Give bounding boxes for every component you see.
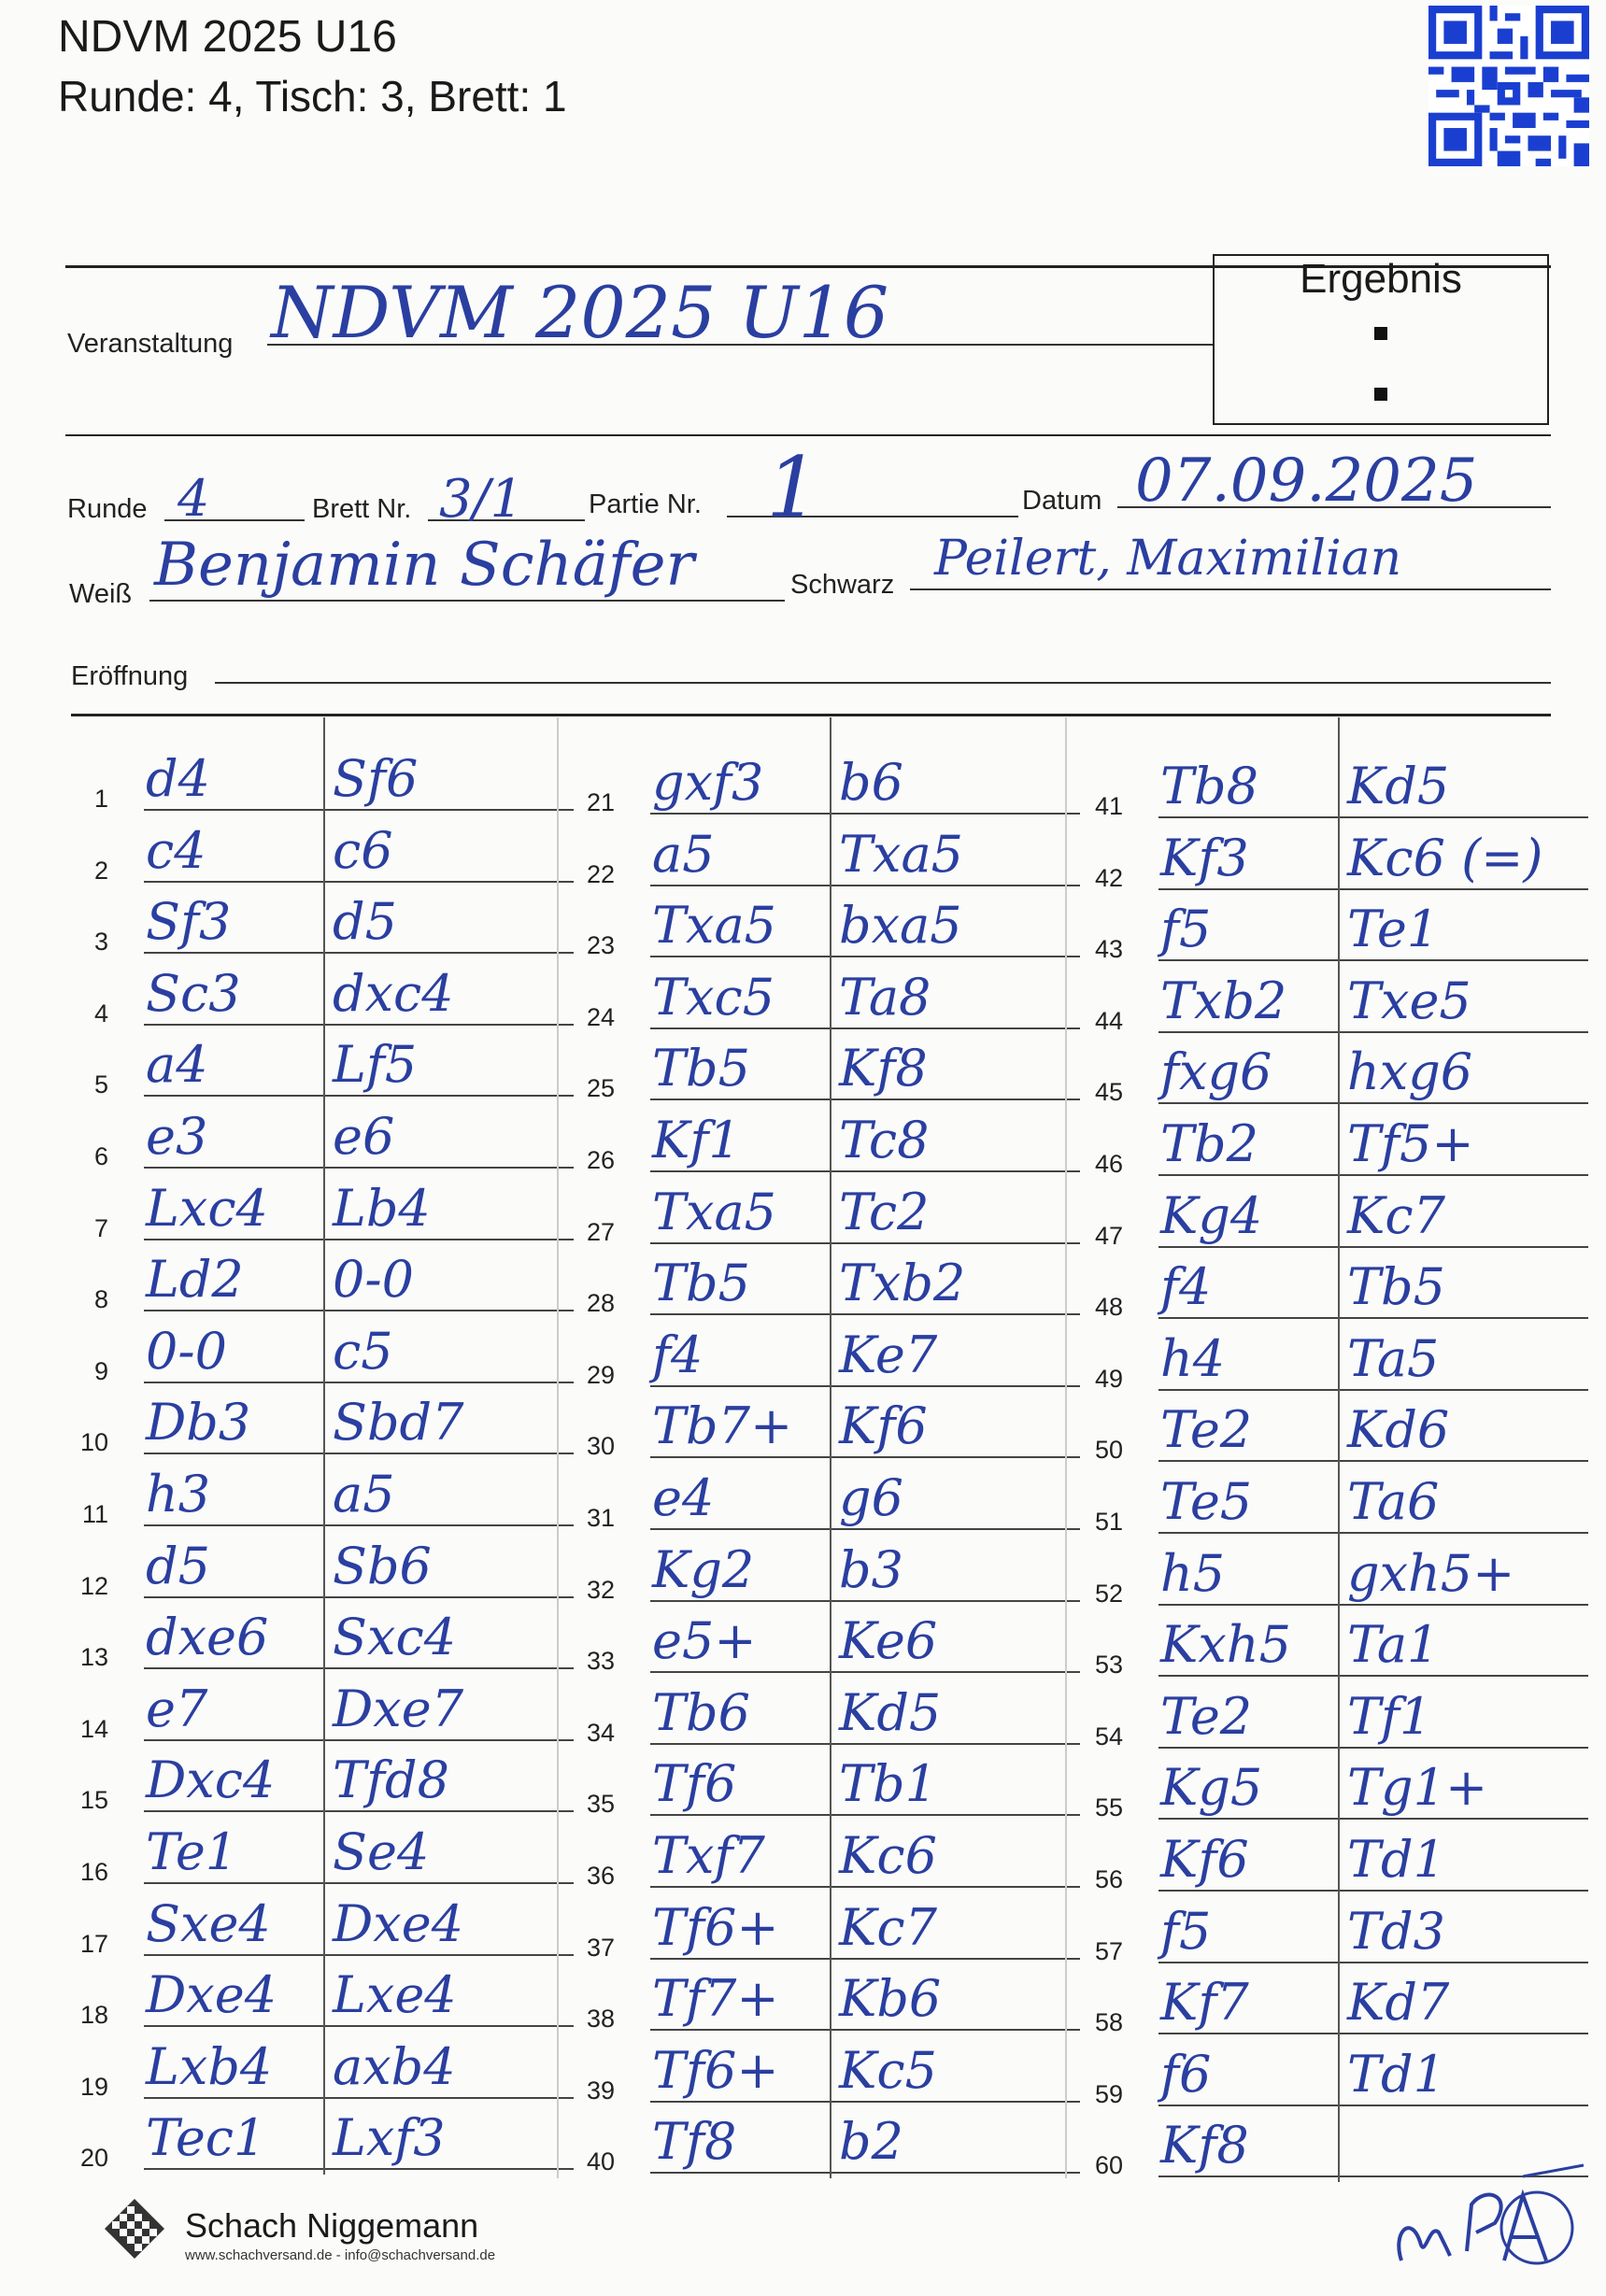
white-move: a5 xyxy=(652,824,715,884)
column-divider xyxy=(323,717,325,2175)
move-line xyxy=(144,809,574,811)
black-move: Lb4 xyxy=(333,1178,431,1238)
move-number: 4 xyxy=(93,999,108,1028)
white-move: Kxh5 xyxy=(1160,1615,1291,1675)
white-move: Kg5 xyxy=(1160,1758,1263,1818)
white-move: Ld2 xyxy=(146,1250,244,1310)
move-number: 24 xyxy=(586,1002,615,1031)
move-number: 29 xyxy=(586,1360,615,1389)
black-move: Tb5 xyxy=(1347,1257,1445,1317)
move-number: 16 xyxy=(79,1858,108,1886)
white-move: Kf7 xyxy=(1160,1973,1249,2033)
move-line xyxy=(1158,888,1588,890)
move-number: 47 xyxy=(1094,1221,1123,1250)
move-number: 43 xyxy=(1094,935,1123,964)
move-number: 21 xyxy=(586,788,615,816)
white-move: h3 xyxy=(146,1465,211,1524)
move-line xyxy=(144,1882,574,1884)
move-number: 31 xyxy=(586,1504,615,1532)
column-divider xyxy=(1338,717,1340,2182)
move-line xyxy=(144,2168,574,2170)
black-move: Dxe4 xyxy=(333,1893,464,1953)
white-move: e3 xyxy=(146,1107,208,1166)
move-line xyxy=(1158,1890,1588,1892)
move-line xyxy=(144,1596,574,1598)
move-line xyxy=(1158,1174,1588,1176)
move-number: 34 xyxy=(586,1718,615,1747)
white-move: Tf8 xyxy=(652,2112,737,2172)
move-line xyxy=(144,1667,574,1669)
black-move: Kb6 xyxy=(839,1969,942,2029)
move-line xyxy=(650,1528,1080,1530)
black-move: Lxe4 xyxy=(333,1965,457,2025)
move-line xyxy=(650,956,1080,957)
move-number: 50 xyxy=(1094,1436,1123,1465)
move-line xyxy=(1158,1675,1588,1677)
white-move: Txa5 xyxy=(652,1182,777,1241)
move-line xyxy=(650,1170,1080,1172)
moves-top-rule xyxy=(71,714,1551,716)
black-move: Dxe7 xyxy=(333,1679,464,1738)
move-number: 54 xyxy=(1094,1722,1123,1750)
white-move: f4 xyxy=(1160,1257,1212,1317)
move-line xyxy=(1158,1031,1588,1033)
white-move: Te1 xyxy=(146,1822,238,1881)
move-line xyxy=(650,1886,1080,1888)
black-move: b2 xyxy=(839,2112,903,2172)
white-move: Kf6 xyxy=(1160,1830,1249,1889)
black-move: Kd5 xyxy=(839,1682,942,1742)
black-line xyxy=(910,588,1551,590)
white-move: Tb2 xyxy=(1160,1114,1258,1173)
result-label: Ergebnis xyxy=(1300,256,1462,302)
black-move: Ta1 xyxy=(1347,1615,1440,1675)
white-move: Txc5 xyxy=(652,967,775,1027)
move-line xyxy=(1158,1747,1588,1749)
white-move: Tb5 xyxy=(652,1254,750,1313)
black-move: Lf5 xyxy=(333,1035,418,1095)
white-move: Tb5 xyxy=(652,1039,750,1098)
opening-label: Eröffnung xyxy=(71,661,189,691)
move-number: 32 xyxy=(586,1575,615,1604)
black-move: Tc2 xyxy=(839,1182,930,1241)
black-move: Kc6 xyxy=(839,1826,937,1885)
move-number: 39 xyxy=(586,2076,615,2105)
white-move: Tb6 xyxy=(652,1682,750,1742)
black-move: Sbd7 xyxy=(333,1393,464,1453)
white-label: Weiß xyxy=(69,579,133,609)
white-move: Kf8 xyxy=(1160,2116,1249,2176)
sheet-title: NDVM 2025 U16 xyxy=(58,12,397,62)
white-move: Te2 xyxy=(1160,1686,1253,1746)
black-move: Ta8 xyxy=(839,967,931,1027)
white-move: Te2 xyxy=(1160,1400,1253,1460)
move-number: 58 xyxy=(1094,2008,1123,2037)
move-number: 7 xyxy=(93,1213,108,1242)
black-move: Ta6 xyxy=(1347,1472,1440,1531)
black-move: Kc7 xyxy=(1347,1185,1445,1245)
black-move: Kc5 xyxy=(839,2040,937,2100)
move-line xyxy=(1158,1389,1588,1391)
board-label: Brett Nr. xyxy=(312,494,412,524)
move-number: 19 xyxy=(79,2072,108,2101)
black-move: 0-0 xyxy=(333,1250,414,1310)
move-line xyxy=(144,1167,574,1169)
move-number: 38 xyxy=(586,2005,615,2034)
white-move: Txa5 xyxy=(652,896,777,956)
white-move: gxf3 xyxy=(652,753,764,812)
white-move: f6 xyxy=(1160,2044,1212,2104)
move-number: 18 xyxy=(79,2001,108,2030)
move-number: 37 xyxy=(586,1933,615,1962)
black-move: Kd5 xyxy=(1347,757,1450,815)
move-number: 12 xyxy=(79,1571,108,1600)
move-number: 51 xyxy=(1094,1508,1123,1536)
move-number: 15 xyxy=(79,1786,108,1815)
move-number: 22 xyxy=(586,859,615,888)
move-line xyxy=(650,1385,1080,1387)
move-number: 10 xyxy=(79,1428,108,1457)
black-move: Tf5+ xyxy=(1347,1114,1474,1173)
game-label: Partie Nr. xyxy=(589,489,702,519)
white-move: Tb8 xyxy=(1160,757,1258,815)
move-number: 11 xyxy=(81,1500,108,1528)
white-move: Tf7+ xyxy=(652,1969,779,2029)
black-move: Kf6 xyxy=(839,1396,928,1456)
move-number: 40 xyxy=(586,2147,615,2176)
move-line xyxy=(650,1098,1080,1100)
sheet-subtitle: Runde: 4, Tisch: 3, Brett: 1 xyxy=(58,72,567,120)
black-move: bxa5 xyxy=(839,896,962,956)
move-line xyxy=(650,885,1080,886)
move-line xyxy=(650,2172,1080,2174)
move-line xyxy=(1158,1317,1588,1319)
black-move: Sxc4 xyxy=(333,1608,457,1667)
black-move: Tb1 xyxy=(839,1754,937,1814)
move-line xyxy=(650,1743,1080,1745)
black-move: Kc6 (=) xyxy=(1347,828,1543,887)
move-number: 55 xyxy=(1094,1793,1123,1822)
move-line xyxy=(144,1095,574,1097)
white-move: Tf6+ xyxy=(652,2040,779,2100)
white-move: Tf6 xyxy=(652,1754,737,1814)
move-line xyxy=(144,881,574,883)
move-line xyxy=(144,1310,574,1311)
white-move: Txb2 xyxy=(1160,971,1287,1030)
move-line xyxy=(650,1600,1080,1602)
white-move: c4 xyxy=(146,820,206,880)
chess-knight-logo-icon xyxy=(101,2195,168,2262)
result-dot-icon xyxy=(1374,327,1387,340)
black-move: hxg6 xyxy=(1347,1042,1473,1102)
move-line xyxy=(650,1242,1080,1244)
white-move: h5 xyxy=(1160,1543,1226,1603)
move-line xyxy=(650,2101,1080,2103)
move-number: 6 xyxy=(93,1142,108,1170)
move-number: 3 xyxy=(93,928,108,957)
move-number: 35 xyxy=(586,1790,615,1819)
white-move: Kg2 xyxy=(652,1539,755,1599)
move-line xyxy=(1158,1102,1588,1104)
white-move: e4 xyxy=(652,1468,715,1527)
move-line xyxy=(1158,1532,1588,1534)
move-line xyxy=(1158,1460,1588,1462)
move-line xyxy=(144,1810,574,1812)
move-number: 26 xyxy=(586,1146,615,1174)
move-line xyxy=(144,1382,574,1383)
move-number: 25 xyxy=(586,1074,615,1103)
white-move: e7 xyxy=(146,1679,208,1738)
move-line xyxy=(650,1456,1080,1458)
move-line xyxy=(650,1814,1080,1816)
move-number: 48 xyxy=(1094,1293,1123,1322)
move-number: 13 xyxy=(79,1643,108,1672)
move-number: 2 xyxy=(93,856,108,885)
white-move: Sf3 xyxy=(146,892,232,952)
board-value: 3/1 xyxy=(439,469,524,530)
black-move: Tg1+ xyxy=(1347,1758,1488,1818)
white-move: e5+ xyxy=(652,1611,757,1671)
move-line xyxy=(144,1024,574,1026)
black-move: Tc8 xyxy=(839,1111,930,1169)
move-number: 20 xyxy=(79,2144,108,2173)
result-dot-icon xyxy=(1374,388,1387,401)
move-line xyxy=(650,1958,1080,1960)
black-move: a5 xyxy=(333,1465,395,1524)
black-move: g6 xyxy=(839,1468,903,1527)
black-move: Lxf3 xyxy=(333,2108,446,2168)
black-move: Kd6 xyxy=(1347,1400,1450,1460)
black-move: Tfd8 xyxy=(333,1750,449,1810)
black-move: Txe5 xyxy=(1347,971,1471,1030)
black-move: Txb2 xyxy=(839,1254,966,1313)
move-number: 60 xyxy=(1094,2151,1123,2180)
white-move: Kf3 xyxy=(1160,828,1249,887)
event-value: NDVM 2025 U16 xyxy=(271,271,889,354)
move-number: 57 xyxy=(1094,1936,1123,1965)
move-number: 44 xyxy=(1094,1006,1123,1035)
move-number: 42 xyxy=(1094,863,1123,892)
move-number: 5 xyxy=(93,1070,108,1099)
white-move: Tb7+ xyxy=(652,1396,793,1456)
move-line xyxy=(1158,816,1588,818)
move-number: 23 xyxy=(586,931,615,960)
white-move: d4 xyxy=(146,749,210,808)
move-line xyxy=(144,1239,574,1240)
move-line xyxy=(144,1453,574,1454)
white-move: 0-0 xyxy=(146,1321,227,1381)
black-move: Ta5 xyxy=(1347,1328,1440,1388)
game-value: 1 xyxy=(766,439,820,537)
white-move: d5 xyxy=(146,1536,210,1595)
black-move: Kd7 xyxy=(1347,1973,1450,2033)
black-move: d5 xyxy=(333,892,397,952)
event-label: Veranstaltung xyxy=(67,329,234,359)
white-player-name: Benjamin Schäfer xyxy=(154,531,695,600)
move-number: 41 xyxy=(1094,792,1123,820)
black-move: Txa5 xyxy=(839,824,964,884)
move-number: 46 xyxy=(1094,1150,1123,1178)
move-line xyxy=(144,1739,574,1741)
white-move: Lxb4 xyxy=(146,2036,273,2096)
white-move: dxe6 xyxy=(146,1608,269,1667)
opening-line xyxy=(215,682,1551,684)
black-move: Td3 xyxy=(1347,1901,1445,1961)
move-line xyxy=(1158,2033,1588,2034)
move-line xyxy=(144,1954,574,1956)
white-move: Txf7 xyxy=(652,1826,765,1885)
move-number: 8 xyxy=(93,1285,108,1314)
black-move: Te1 xyxy=(1347,900,1440,959)
white-move: Sxe4 xyxy=(146,1893,271,1953)
move-number: 9 xyxy=(93,1356,108,1385)
move-line xyxy=(144,952,574,954)
white-move: Db3 xyxy=(146,1393,251,1453)
move-line xyxy=(144,2097,574,2099)
date-value: 07.09.2025 xyxy=(1135,446,1478,516)
move-number: 59 xyxy=(1094,2079,1123,2108)
black-move: c6 xyxy=(333,820,393,880)
white-move: Kf1 xyxy=(652,1111,741,1169)
move-line xyxy=(1158,2105,1588,2106)
signature-icon xyxy=(1383,2139,1588,2289)
black-move: Td1 xyxy=(1347,2044,1445,2104)
white-move: Dxe4 xyxy=(146,1965,277,2025)
brand-name: Schach Niggemann xyxy=(185,2206,479,2245)
white-move: a4 xyxy=(146,1035,208,1095)
black-move: e6 xyxy=(333,1107,395,1166)
white-move: f4 xyxy=(652,1325,704,1384)
column-divider xyxy=(830,717,831,2178)
black-move: Ke7 xyxy=(839,1325,938,1384)
black-move: Kc7 xyxy=(839,1897,937,1957)
move-number: 52 xyxy=(1094,1579,1123,1608)
move-number: 27 xyxy=(586,1217,615,1246)
white-move: Lxc4 xyxy=(146,1178,268,1238)
white-move: Dxc4 xyxy=(146,1750,276,1810)
move-line xyxy=(1158,959,1588,961)
move-number: 17 xyxy=(79,1929,108,1958)
move-number: 30 xyxy=(586,1432,615,1461)
white-move: Tf6+ xyxy=(652,1897,779,1957)
white-move: h4 xyxy=(1160,1328,1226,1388)
white-move: Sc3 xyxy=(146,963,241,1023)
black-move: axb4 xyxy=(333,2036,456,2096)
form-mid-rule xyxy=(65,434,1551,436)
qr-code-icon xyxy=(1426,6,1592,166)
black-move: Sf6 xyxy=(333,749,419,808)
black-move: Se4 xyxy=(333,1822,430,1881)
move-line xyxy=(1158,1818,1588,1820)
move-line xyxy=(1158,1604,1588,1606)
move-line xyxy=(144,1524,574,1526)
white-move: Te5 xyxy=(1160,1472,1253,1531)
move-number: 45 xyxy=(1094,1078,1123,1107)
white-move: Tec1 xyxy=(146,2108,266,2168)
move-line xyxy=(144,2025,574,2027)
black-move: dxc4 xyxy=(333,963,454,1023)
move-number: 56 xyxy=(1094,1865,1123,1893)
round-value: 4 xyxy=(178,469,210,528)
black-move: b6 xyxy=(839,753,903,812)
white-move: f5 xyxy=(1160,1901,1212,1961)
move-line xyxy=(650,1028,1080,1029)
black-move: gxh5+ xyxy=(1347,1543,1515,1603)
white-move: f5 xyxy=(1160,900,1212,959)
black-move: Td1 xyxy=(1347,1830,1445,1889)
black-move: Tf1 xyxy=(1347,1686,1432,1746)
black-move: Kf8 xyxy=(839,1039,928,1098)
white-move: Kg4 xyxy=(1160,1185,1263,1245)
move-line xyxy=(1158,1962,1588,1963)
black-move: b3 xyxy=(839,1539,903,1599)
move-number: 14 xyxy=(79,1714,108,1743)
white-line xyxy=(149,600,785,602)
move-line xyxy=(650,1671,1080,1673)
move-number: 53 xyxy=(1094,1651,1123,1679)
block-divider xyxy=(557,717,559,2178)
move-number: 33 xyxy=(586,1647,615,1676)
move-number: 36 xyxy=(586,1862,615,1890)
move-line xyxy=(1158,1246,1588,1248)
black-player-name: Peilert, Maximilian xyxy=(934,531,1402,587)
black-label: Schwarz xyxy=(790,570,895,600)
move-number: 49 xyxy=(1094,1364,1123,1393)
move-line xyxy=(650,2029,1080,2031)
round-label: Runde xyxy=(67,494,148,524)
white-move: fxg6 xyxy=(1160,1042,1272,1102)
brand-contact: www.schachversand.de - info@schachversand.de xyxy=(185,2247,496,2263)
date-label: Datum xyxy=(1022,486,1102,516)
block-divider xyxy=(1065,717,1067,2178)
black-move: Ke6 xyxy=(839,1611,938,1671)
move-number: 1 xyxy=(93,785,108,813)
black-move: Sb6 xyxy=(333,1536,432,1595)
move-line xyxy=(650,1313,1080,1315)
move-line xyxy=(650,813,1080,815)
move-number: 28 xyxy=(586,1289,615,1318)
black-move: c5 xyxy=(333,1321,393,1381)
